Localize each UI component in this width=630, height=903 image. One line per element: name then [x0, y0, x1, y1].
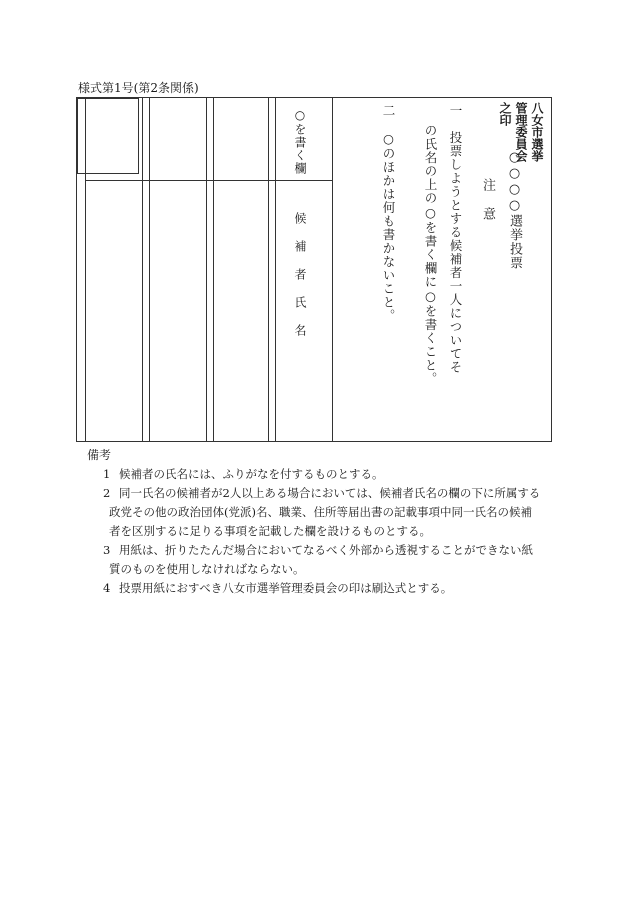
instruction-2: 二 ○のほかは何も書かないこと。	[381, 104, 396, 323]
seal-text: 八女市選挙管理委員会之印	[498, 102, 544, 162]
remark-text: 用紙は、折りたたんだ場合においてなるべく外部から透視することができない紙	[119, 543, 533, 557]
divider-line	[85, 98, 86, 441]
divider-line	[206, 98, 207, 441]
remarks-heading: 備考	[87, 448, 112, 462]
ballot-title: ○○○○選挙投票	[507, 150, 522, 270]
notice-heading: 注意	[480, 178, 495, 236]
remark-text: 候補者の氏名には、ふりがなを付するものとする。	[119, 467, 384, 481]
remark-text: 者を区別するに足りる事項を記載した欄を設けるものとする。	[109, 524, 431, 538]
instruction-1-line-1: 一 投票しようとする候補者一人についてそ	[448, 104, 463, 374]
mark-column-header: ○を書く欄	[293, 108, 307, 175]
divider-line	[213, 98, 214, 441]
remark-item	[103, 579, 452, 598]
ballot-frame	[76, 97, 552, 442]
remark-item	[103, 541, 533, 579]
remark-text: 同一氏名の候補者が2人以上ある場合においては、候補者氏名の欄の下に所属する	[119, 486, 541, 500]
remark-number: 2	[103, 486, 111, 500]
divider-line	[149, 98, 150, 441]
candidate-name-header: 候補者氏名	[293, 212, 307, 352]
divider-line	[142, 98, 143, 441]
remark-text: 政党その他の政治団体(党派)名、職業、住所等届出書の記載事項中同一氏名の候補	[109, 505, 532, 519]
remark-number: 1	[103, 467, 111, 481]
remark-item	[103, 484, 540, 541]
remark-item	[103, 465, 384, 484]
form-label: 様式第1号(第2条関係)	[78, 81, 199, 95]
remark-text: 投票用紙におすべき八女市選挙管理委員会の印は刷込式とする。	[119, 581, 453, 595]
divider-line	[332, 98, 333, 441]
remark-number: 3	[103, 543, 111, 557]
row-divider	[85, 180, 332, 181]
divider-line	[275, 98, 276, 441]
instruction-1-line-2: の氏名の上の○を書く欄に○を書くこと。	[423, 124, 438, 386]
divider-line	[268, 98, 269, 441]
remark-text: 質のものを使用しなければならない。	[109, 562, 305, 576]
remark-number: 4	[103, 581, 111, 595]
